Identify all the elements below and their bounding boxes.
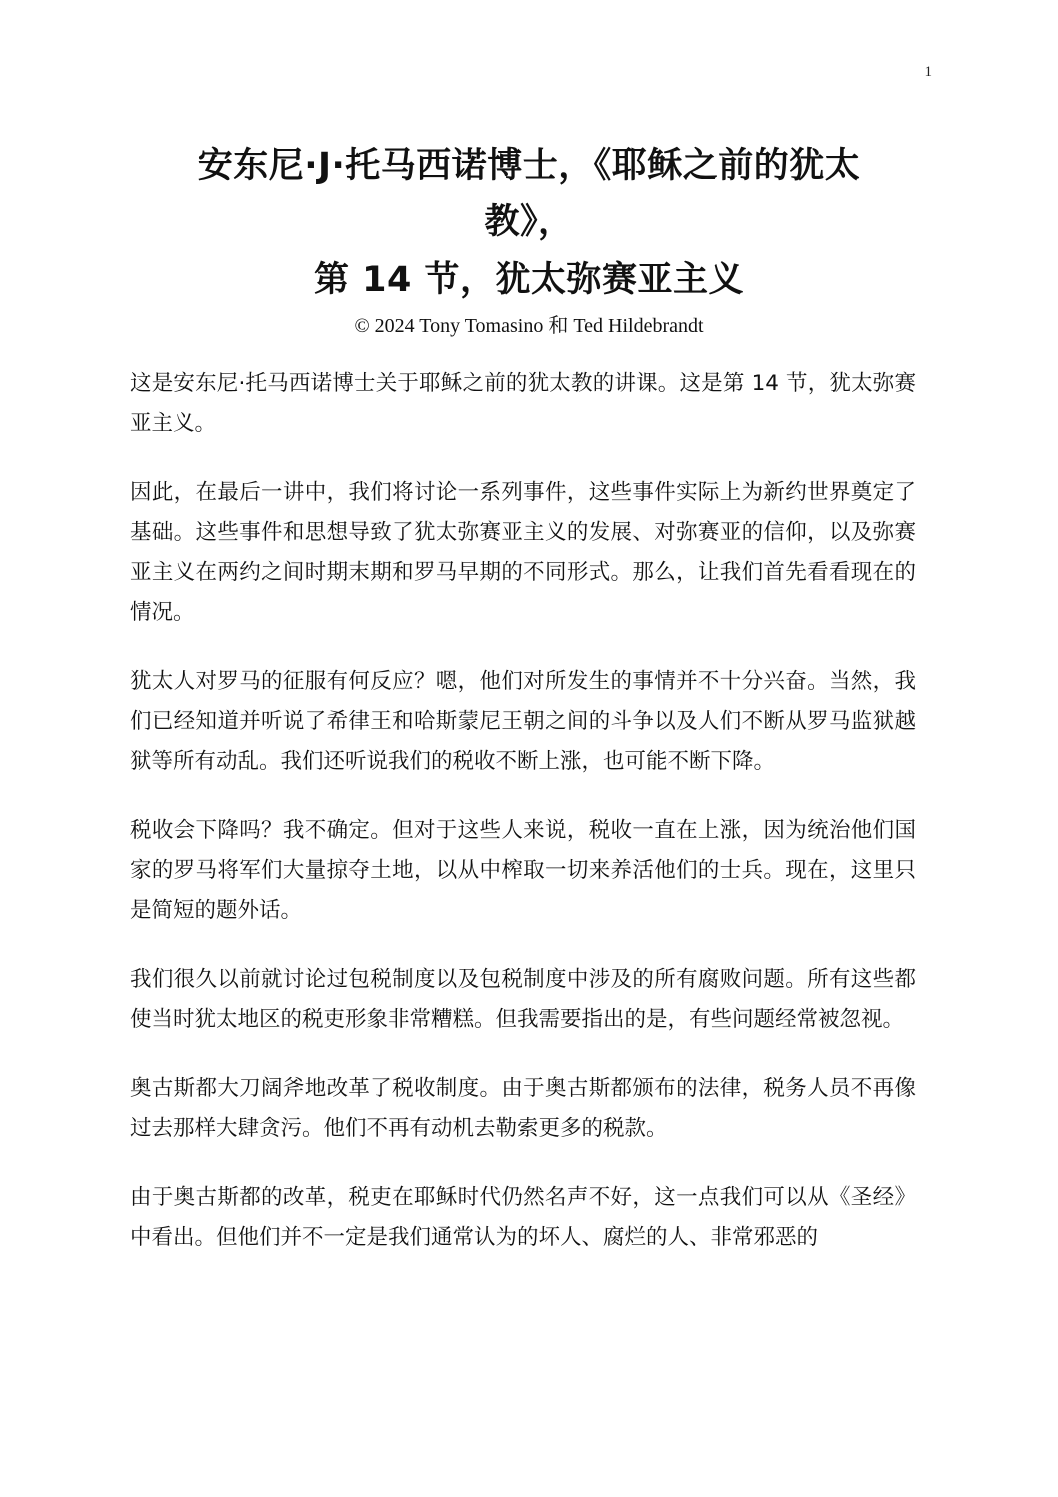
paragraph-5: 我们很久以前就讨论过包税制度以及包税制度中涉及的所有腐败问题。所有这些都使当时犹太地区的税吏形象非常糟糕。但我需要指出的是，有些问题经常被忽视。 — [130, 967, 916, 1032]
title-block — [130, 138, 928, 340]
body-text — [130, 364, 916, 1287]
document-title-line-2: 教》， — [484, 202, 574, 242]
session-subtitle: 第 14 节，犹太弥赛亚主义 — [313, 260, 745, 300]
paragraph-2: 因此，在最后一讲中，我们将讨论一系列事件，这些事件实际上为新约世界奠定了基础。这些事件和思想导致了犹太弥赛亚主义的发展、对弥赛亚的信仰，以及弥赛亚主义在两约之间时期末期和罗马早期的不同形式。那么，让我们首先看看现在的情况。 — [130, 480, 916, 625]
paragraph-3: 犹太人对罗马的征服有何反应？嗯，他们对所发生的事情并不十分兴奋。当然，我们已经知道并听说了希律王和哈斯蒙尼王朝之间的斗争以及人们不断从罗马监狱越狱等所有动乱。我们还听说我们的税收不断上涨，也可能不断下降。 — [130, 669, 916, 774]
paragraph-1: 这是安东尼·托马西诺博士关于耶稣之前的犹太教的讲课。这是第 14 节，犹太弥赛亚主义。 — [130, 371, 916, 436]
paragraph-6: 奥古斯都大刀阔斧地改革了税收制度。由于奥古斯都颁布的法律，税务人员不再像过去那样大肆贪污。他们不再有动机去勒索更多的税款。 — [130, 1076, 916, 1141]
paragraph-4: 税收会下降吗？我不确定。但对于这些人来说，税收一直在上涨，因为统治他们国家的罗马将军们大量掠夺土地，以从中榨取一切来养活他们的士兵。现在，这里只是简短的题外话。 — [130, 818, 916, 923]
paragraph-7: 由于奥古斯都的改革，税吏在耶稣时代仍然名声不好，这一点我们可以从《圣经》中看出。但他们并不一定是我们通常认为的坏人、腐烂的人、非常邪恶的 — [130, 1185, 916, 1250]
page-number: 1 — [924, 64, 932, 80]
document-title-line-1: 安东尼·J·托马西诺博士，《耶稣之前的犹太 — [197, 146, 861, 186]
copyright-line: © 2024 Tony Tomasino 和 Ted Hildebrandt — [354, 315, 704, 337]
